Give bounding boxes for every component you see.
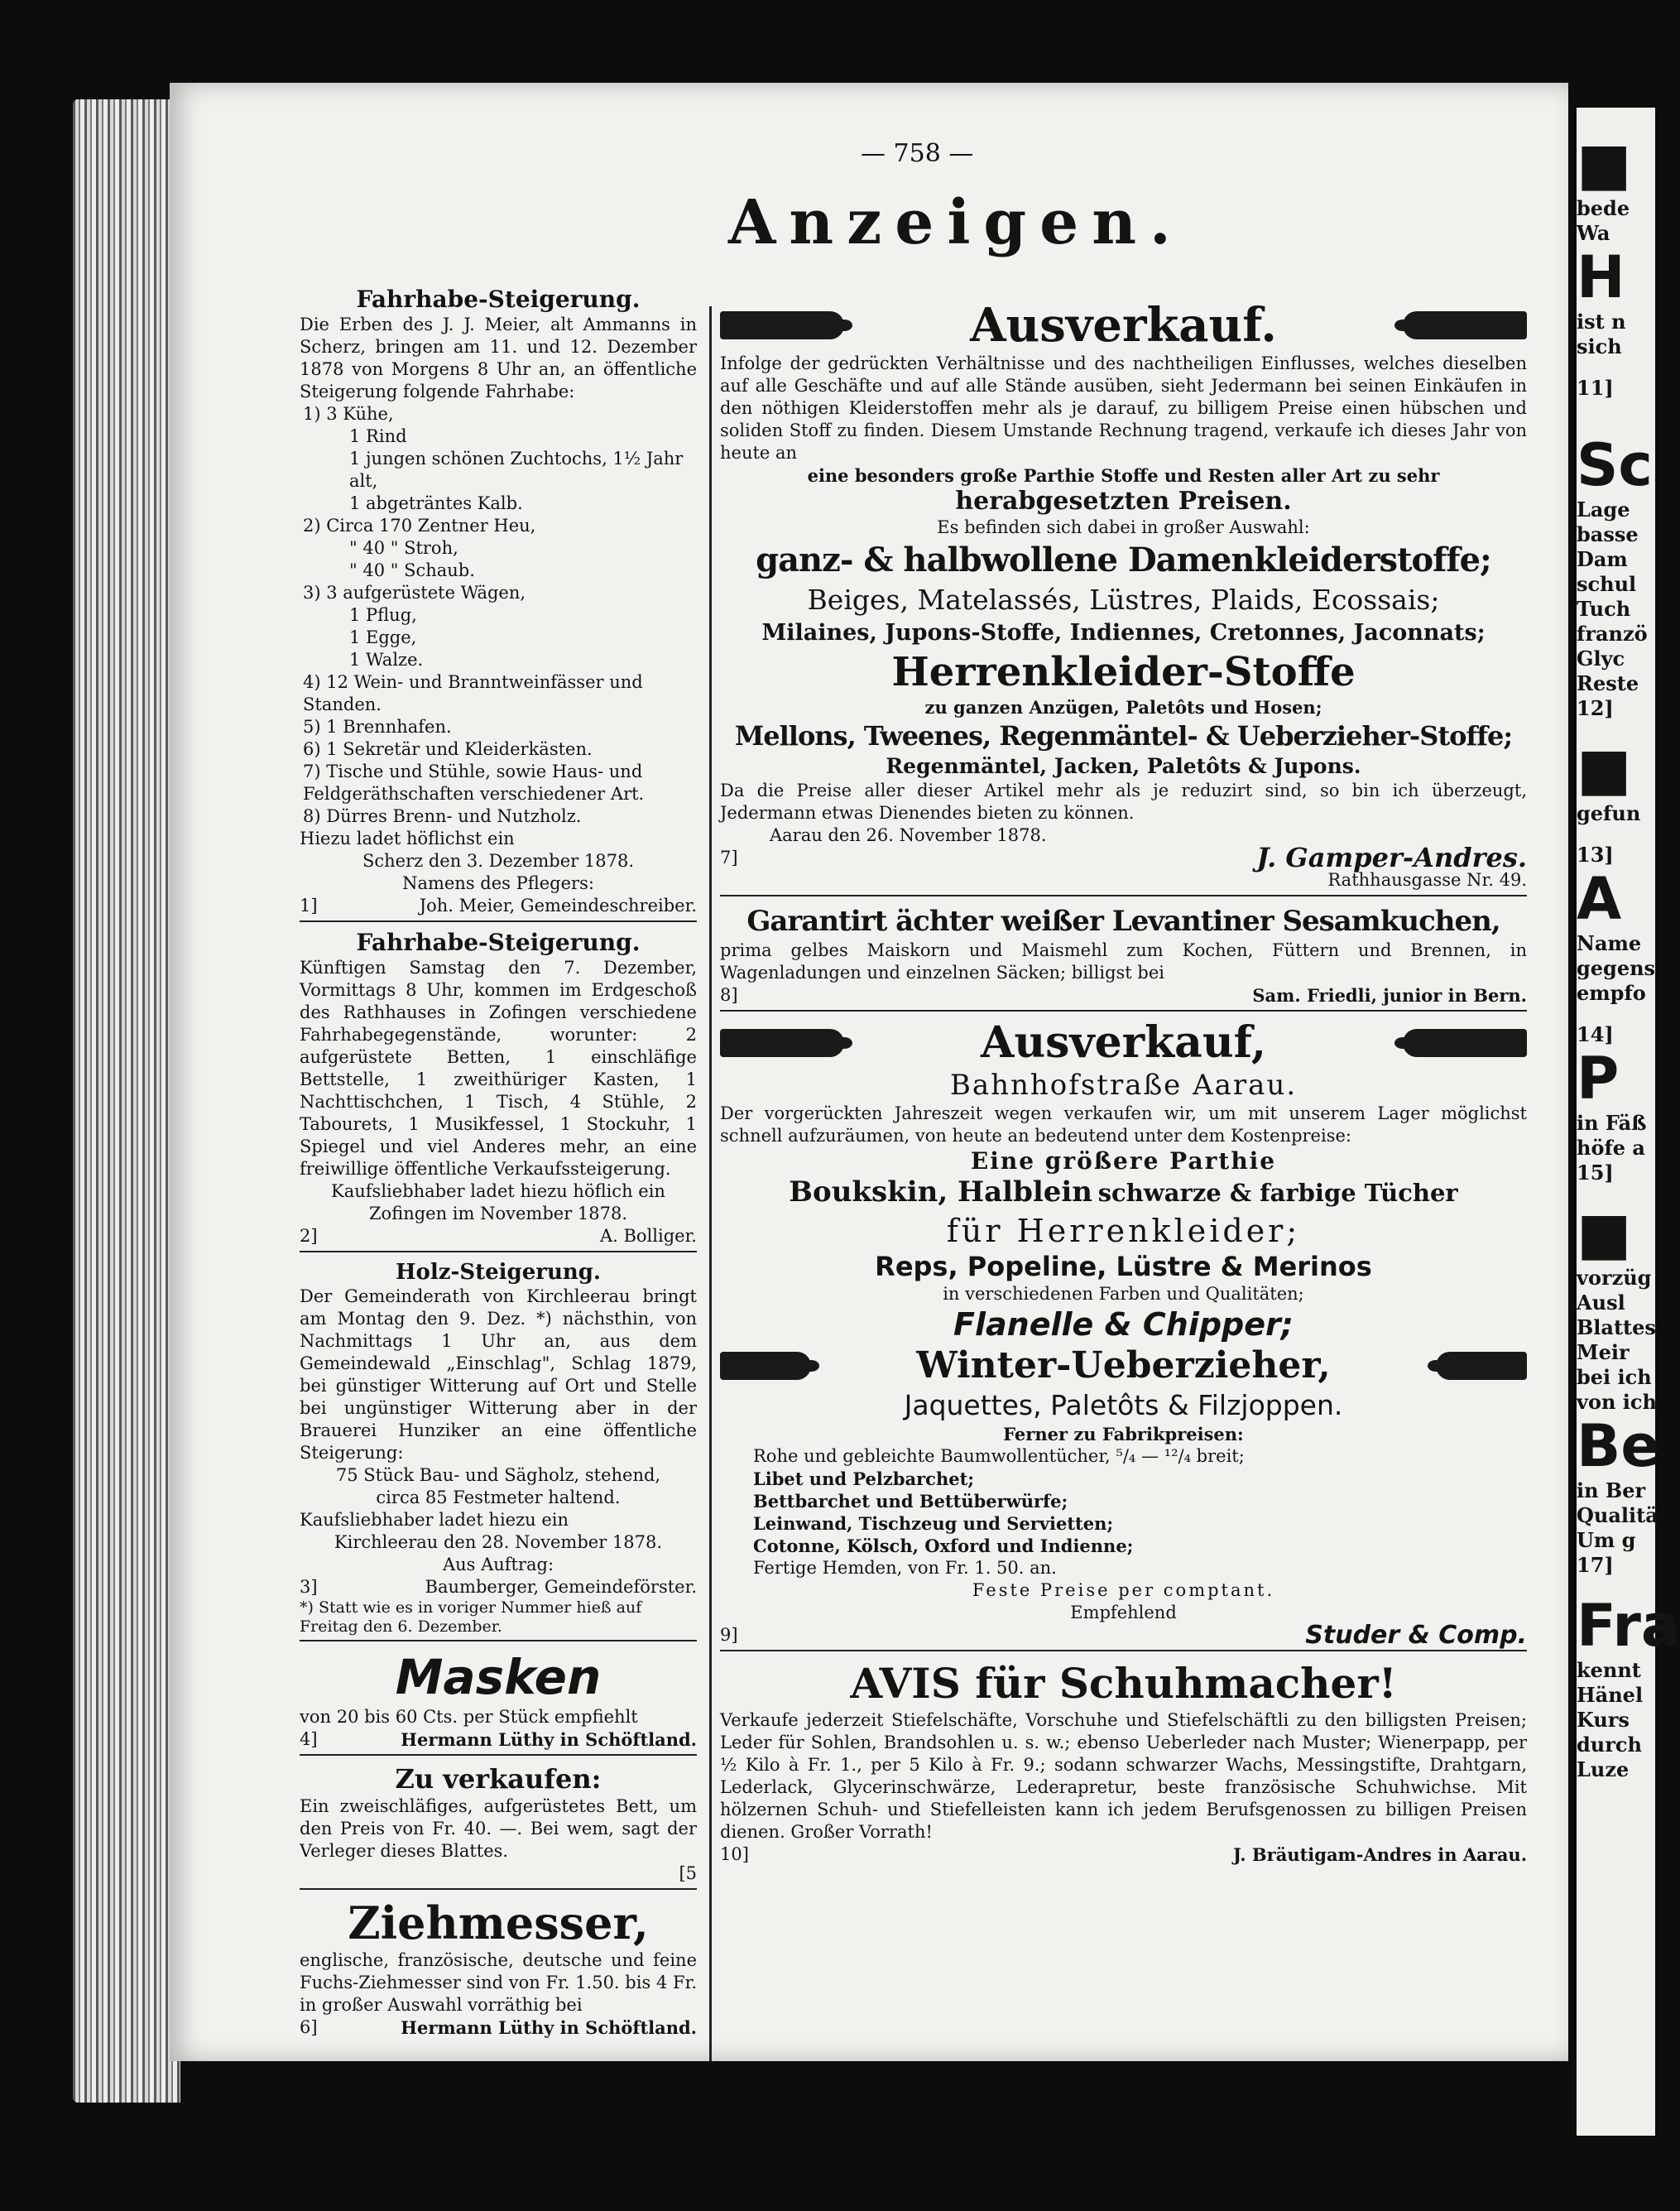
fragment-text: Hänel: [1577, 1683, 1644, 1707]
item-list: [300, 403, 697, 828]
fragment-text: Fra: [1577, 1592, 1680, 1660]
ad-title: Masken: [395, 1649, 602, 1705]
ad-number: 4]: [300, 1729, 318, 1749]
fragment-text: Glyc: [1577, 646, 1625, 671]
fragment-text: 13]: [1577, 843, 1614, 867]
ad-body: englische, französische, deutsche und feine Fuchs-Ziehmesser sind von Fr. 1.50. bis 4 Fr. in großer Auswahl vorräthig bei: [300, 1950, 697, 2015]
ad-title: Fahrhabe-Steigerung.: [356, 929, 641, 956]
list-item: 1 jungen schönen Zuchtochs, 1½ Jahr alt,: [349, 449, 684, 491]
pointing-hand-left-icon: [1436, 1352, 1527, 1380]
ad-subtitle: Bahnhofstraße Aarau.: [949, 1069, 1298, 1102]
list-item: 3) 3 aufgerüstete Wägen,: [303, 583, 526, 603]
list-item: 6) 1 Sekretär und Kleiderkästen.: [303, 739, 593, 759]
ad-intro: Infolge der gedrückten Verhältnisse und des nachtheiligen Einflusses, welches dieselben auf alle Geschäfte und auf alle Stände ausüben, sieht Jedermann bei seinen Einkäufen in den nöthigen Kleiderstoffen mehr als je darauf, zu billigem Preise einen hübschen und soliden Stoff zu finden. Diesem Umstande Rechnung tragend, verkaufe ich dieses Jahr von heute an: [720, 353, 1527, 463]
list-item: 1 Walze.: [349, 650, 424, 670]
ad-number: 3]: [300, 1577, 318, 1597]
fragment-text: 15]: [1577, 1161, 1614, 1185]
ad-number: 8]: [720, 985, 738, 1005]
fragment-text: Blattes: [1577, 1315, 1656, 1339]
fragment-text: Ausl: [1577, 1291, 1625, 1315]
list-item: 1 abgeträntes Kalb.: [349, 493, 523, 513]
fragment-text: von ich: [1577, 1390, 1657, 1414]
ad-title: AVIS für Schuhmacher!: [850, 1659, 1397, 1708]
ad-line: Milaines, Jupons-Stoffe, Indiennes, Cretonnes, Jaconnats;: [761, 620, 1486, 646]
list-item: Libet und Pelzbarchet;: [753, 1468, 975, 1489]
ad-line: Winter-Ueberzieher,: [916, 1344, 1331, 1387]
ad-footnote: *) Statt wie es in voriger Nummer hieß auf Freitag den 6. Dezember.: [300, 1598, 642, 1636]
ad-body: Da die Preise aller dieser Artikel mehr als je reduzirt sind, so bin ich überzeugt, Jedermann etwas Dienendes bieten zu können.: [720, 781, 1527, 823]
ad-body: prima gelbes Maiskorn und Maismehl zum Kochen, Füttern und Brennen, in Wagenladungen und einzelnen Säcken; billigst bei: [720, 940, 1527, 983]
ad-date: Aarau den 26. November 1878.: [770, 825, 1047, 845]
ad-line: Beiges, Matelassés, Lüstres, Plaids, Ecossais;: [807, 584, 1440, 616]
ad-address: Rathhausgasse Nr. 49.: [1327, 870, 1527, 890]
ad-closing: Kaufsliebhaber ladet hiezu höflich ein Zofingen im November 1878.: [331, 1181, 665, 1223]
list-item: Rohe und gebleichte Baumwollentücher, ⁵/₄ — ¹²/₄ breit;: [753, 1446, 1245, 1466]
item-list: [720, 1445, 1527, 1579]
ad-signer: A. Bolliger.: [599, 1226, 697, 1246]
ad-date: Scherz den 3. Dezember 1878.: [362, 851, 635, 871]
fragment-text: ist n: [1577, 310, 1626, 334]
ad-ausverkauf-studer: [720, 1018, 1527, 1651]
ad-line: in verschiedenen Farben und Qualitäten;: [943, 1284, 1304, 1304]
fragment-text: 14]: [1577, 1022, 1614, 1046]
ad-order: Aus Auftrag:: [442, 1555, 554, 1574]
ad-signer: Hermann Lüthy in Schöftland.: [401, 2017, 697, 2038]
ad-line: Es befinden sich dabei in großer Auswahl:: [937, 517, 1310, 537]
fragment-text: Meir: [1577, 1340, 1630, 1364]
ad-title: Ausverkauf.: [970, 298, 1277, 353]
ad-signer: J. Gamper-Andres.: [1256, 842, 1527, 873]
fragment-text: gegens: [1577, 956, 1656, 980]
page-number: — 758 —: [861, 139, 974, 168]
list-item: 1) 3 Kühe,: [303, 404, 394, 424]
ad-body: von 20 bis 60 Cts. per Stück empfiehlt: [300, 1707, 638, 1727]
fragment-text: Um g: [1577, 1528, 1636, 1552]
ad-number: 1]: [300, 896, 318, 916]
ad-body: Künftigen Samstag den 7. Dezember, Vormittags 8 Uhr, kommen im Erdgeschoß des Rathhauses in Zofingen verschiedene Fahrhabegegenstände, worunter: 2 aufgerüstete Betten, 1 einschläfige Bettstelle, 1 zweithüriger Kasten, 1 Nachttischchen, 1 Tisch, 4 Stühle, 2 Tabourets, 1 Musikfessel, 1 Stockuhr, 1 Spiegel und viel Anderes mehr, an eine freiwillige öffentliche Verkaufssteigerung.: [300, 958, 697, 1179]
fragment-mark: ■: [1577, 735, 1632, 803]
fragment-text: A: [1577, 865, 1622, 933]
list-item: Leinwand, Tischzeug und Servietten;: [753, 1513, 1114, 1534]
ad-intro: Die Erben des J. J. Meier, alt Ammanns in Scherz, bringen am 11. und 12. Dezember 1878 von Morgens 8 Uhr an, an öffentliche Steigerung folgende Fahrhabe:: [300, 315, 697, 401]
ad-on-behalf: Namens des Pflegers:: [402, 873, 594, 893]
list-item: 1 Egge,: [349, 627, 417, 647]
fragment-text: Luze: [1577, 1757, 1630, 1781]
fragment-text: Dam: [1577, 547, 1628, 571]
ad-signer: Hermann Lüthy in Schöftland.: [401, 1729, 697, 1750]
ad-title: Zu verkaufen:: [395, 1763, 602, 1795]
ad-signer: Joh. Meier, Gemeindeschreiber.: [419, 896, 697, 916]
pointing-hand-right-icon: [720, 1352, 811, 1380]
masthead: Anzeigen.: [728, 187, 1184, 258]
ad-line: Reps, Popeline, Lüstre & Merinos: [875, 1251, 1372, 1282]
pointing-hand-right-icon: [720, 1029, 844, 1057]
fragment-text: 12]: [1577, 696, 1614, 720]
ad-line: zu ganzen Anzügen, Paletôts und Hosen;: [924, 697, 1322, 718]
fragment-text: gefun: [1577, 801, 1641, 825]
ad-number: 6]: [300, 2017, 318, 2037]
ad-title: Ziehmesser,: [348, 1896, 649, 1949]
ad-ausverkauf-gamper: [720, 298, 1527, 896]
ad-sesamkuchen: [720, 903, 1527, 1012]
ad-number: 2]: [300, 1226, 318, 1246]
ad-signer: J. Bräutigam-Andres in Aarau.: [1232, 1844, 1527, 1865]
ad-line: Jaquettes, Paletôts & Filzjoppen.: [904, 1389, 1343, 1421]
fragment-text: sich: [1577, 334, 1622, 358]
fragment-text: Kurs: [1577, 1708, 1630, 1732]
fragment-text: höfe a: [1577, 1136, 1645, 1160]
fragment-text: in Ber: [1577, 1478, 1646, 1502]
ad-body: Der Gemeinderath von Kirchleerau bringt am Montag den 9. Dez. *) nächsthin, von Nachmittags 1 Uhr an, aus dem Gemeindewald „Einschlag", Schlag 1879, bei günstiger Witterung auf Ort und Stelle bei ungünstiger Witterung aber in der Brauerei Hunziker an eine öffentliche Steigerung:: [300, 1286, 697, 1463]
fragment-text: Name: [1577, 931, 1642, 955]
ad-title: Holz-Steigerung.: [395, 1260, 601, 1285]
fragment-text: kennt: [1577, 1658, 1641, 1682]
pointing-hand-right-icon: [720, 311, 844, 339]
ad-title: Garantirt ächter weißer Levantiner Sesamkuchen,: [746, 905, 1500, 938]
fragment-mark: ■: [1577, 1199, 1632, 1267]
fragment-text: Be: [1577, 1412, 1660, 1480]
ad-title: Fahrhabe-Steigerung.: [356, 286, 641, 313]
fragment-text: 11]: [1577, 376, 1614, 400]
list-item: Bettbarchet und Bettüberwürfe;: [753, 1491, 1068, 1512]
list-item: 1 Rind: [349, 426, 407, 446]
column-divider: [709, 306, 712, 2061]
ad-masken: [300, 1648, 697, 1756]
ad-signer: Sam. Friedli, junior in Bern.: [1252, 985, 1527, 1006]
fragment-text: H: [1577, 243, 1625, 311]
ad-intro: Der vorgerückten Jahreszeit wegen verkaufen wir, um mit unserem Lager möglichst schnell aufzuräumen, von heute an bedeutend unter dem Kostenpreise:: [720, 1103, 1527, 1146]
ad-number: 7]: [720, 848, 738, 868]
list-item: 4) 12 Wein- und Branntweinfässer und Standen.: [303, 672, 643, 714]
ad-title: Ausverkauf,: [981, 1017, 1266, 1068]
fragment-text: bei ich: [1577, 1365, 1652, 1389]
ad-number: [5: [679, 1863, 697, 1883]
fragment-text: Lage: [1577, 497, 1630, 522]
ad-fixed-prices: Feste Preise per comptant.: [972, 1580, 1275, 1600]
ad-headline: ganz- & halbwollene Damenkleiderstoffe;: [756, 541, 1491, 579]
ad-ziehmesser: [300, 1896, 697, 2039]
ad-signer: Studer & Comp.: [1305, 1621, 1527, 1650]
ad-recommend: Empfehlend: [1070, 1603, 1177, 1622]
fragment-text: Reste: [1577, 671, 1639, 695]
list-item: " 40 " Stroh,: [349, 538, 458, 558]
fragment-mark: ■: [1577, 130, 1632, 198]
list-item: Fertige Hemden, von Fr. 1. 50. an.: [753, 1558, 1057, 1578]
ad-line: für Herrenkleider;: [946, 1213, 1301, 1249]
fragment-text: Sc: [1577, 431, 1653, 499]
list-item: 8) Dürres Brenn- und Nutzholz.: [303, 806, 582, 826]
ad-signer: Baumberger, Gemeindeförster.: [425, 1577, 697, 1597]
ad-number: 10]: [720, 1844, 749, 1864]
left-column: [300, 286, 697, 2039]
pointing-hand-left-icon: [1403, 1029, 1527, 1057]
fragment-text: schul: [1577, 572, 1637, 596]
fragment-text: Tuch: [1577, 597, 1631, 621]
ad-line: Flanelle & Chipper;: [953, 1306, 1294, 1343]
book-edge: [73, 99, 180, 2103]
ad-closing: Hiezu ladet höflichst ein: [300, 829, 515, 848]
fragment-text: bede: [1577, 196, 1630, 220]
ad-item: 75 Stück Bau- und Sägholz, stehend,: [335, 1465, 661, 1485]
fragment-text: Wa: [1577, 221, 1610, 245]
adjacent-page-edge: [1577, 108, 1680, 2136]
fragment-text: in Fäß: [1577, 1111, 1647, 1135]
ad-zu-verkaufen: [300, 1762, 697, 1890]
fragment-text: empfo: [1577, 981, 1646, 1005]
ad-line: herabgesetzten Preisen.: [955, 487, 1292, 516]
ad-number: 9]: [720, 1625, 738, 1645]
list-item: 5) 1 Brennhafen.: [303, 717, 452, 737]
ad-line: Boukskin, Halblein: [789, 1175, 1093, 1209]
ad-body: Ein zweischläfiges, aufgerüstetes Bett, um den Preis von Fr. 40. —. Bei wem, sagt der Verleger dieses Blattes.: [300, 1796, 697, 1861]
fragment-text: durch: [1577, 1733, 1642, 1757]
ad-body: Verkaufe jederzeit Stiefelschäfte, Vorschuhe und Stiefelschäftli zu den billigsten Preisen; Leder für Sohlen, Brandsohlen u. s. w.; ebenso Ueberleder nach Muster; Wienerpapp, per ½ Kilo à Fr. 1., per 5 Kilo à Fr. 9.; sodann schwarzer Wachs, Messingstifte, Drahtgarn, Lederlack, Glycerinschwärze, Lederapretur, beste französische Schuhwichse. Mit hölzernen Schuh- und Stiefelleisten kann ich jedem Berufsgenossen zu billigen Preisen dienen. Großer Vorrath!: [720, 1710, 1527, 1842]
ad-date: Kirchleerau den 28. November 1878.: [334, 1532, 663, 1552]
ad-fahrhabe-scherz: [300, 286, 697, 922]
fragment-text: Qualitä: [1577, 1503, 1658, 1527]
ad-headline: Herrenkleider-Stoffe: [891, 649, 1356, 695]
ad-line: schwarze & farbige Tücher: [1097, 1179, 1458, 1207]
fragment-text: vorzüg: [1577, 1266, 1652, 1290]
ad-line: Regenmäntel, Jacken, Paletôts & Jupons.: [886, 754, 1361, 778]
fragment-text: P: [1577, 1045, 1620, 1113]
list-item: 2) Circa 170 Zentner Heu,: [303, 516, 536, 536]
ad-holz-steigerung: [300, 1259, 697, 1641]
list-item: Cotonne, Kölsch, Oxford und Indienne;: [753, 1536, 1134, 1556]
ad-fahrhabe-zofingen: [300, 929, 697, 1252]
pointing-hand-left-icon: [1403, 311, 1527, 339]
ad-line: eine besonders große Parthie Stoffe und Resten aller Art zu sehr: [807, 465, 1440, 486]
ad-avis-schuhmacher: [720, 1658, 1527, 1866]
ad-closing: Kaufsliebhaber ladet hiezu ein: [300, 1510, 569, 1530]
ad-line: Eine größere Parthie: [970, 1147, 1277, 1175]
fragment-text: basse: [1577, 522, 1639, 546]
list-item: " 40 " Schaub.: [349, 560, 475, 580]
list-item: 7) Tische und Stühle, sowie Haus- und Feldgeräthschaften verschiedener Art.: [303, 762, 645, 804]
right-column: [720, 298, 1527, 1866]
list-item: 1 Pflug,: [349, 605, 417, 625]
fragment-text: 17]: [1577, 1553, 1614, 1577]
ad-line: Ferner zu Fabrikpreisen:: [1003, 1424, 1244, 1444]
fragment-text: franzö: [1577, 622, 1648, 646]
ad-item: circa 85 Festmeter haltend.: [376, 1488, 621, 1507]
ad-line: Mellons, Tweenes, Regenmäntel- & Ueberzieher-Stoffe;: [734, 720, 1513, 752]
